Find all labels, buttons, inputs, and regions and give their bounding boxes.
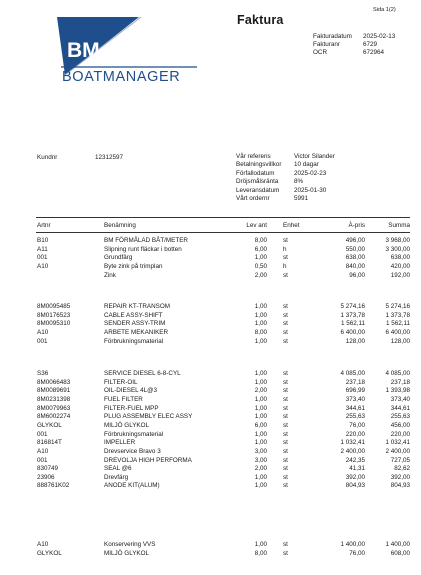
- cell-unit-price: 76,00: [349, 549, 365, 557]
- detail-row: [236, 153, 376, 161]
- meta-value: 6729: [363, 41, 378, 49]
- cell-quantity: 8,00: [254, 237, 267, 244]
- cell-unit: st: [283, 378, 288, 386]
- cell-description: SENDER ASSY-TRIM: [104, 320, 166, 328]
- cell-total: 255,63: [390, 413, 410, 421]
- cell-total: 1 393,98: [385, 387, 410, 395]
- cell-unit: st: [283, 473, 288, 481]
- cell-total: 392,00: [390, 473, 410, 481]
- cell-total: 192,00: [390, 271, 410, 279]
- cell-unit-price: 4 085,00: [340, 370, 365, 377]
- cell-artnr: 8M0089691: [37, 387, 71, 395]
- invoice-number-row: [313, 41, 413, 49]
- cell-description: ANODE KIT(ALUM): [104, 482, 160, 490]
- cell-unit: st: [283, 311, 288, 319]
- cell-description: BM FÖRMÅLAD BÅT/METER: [104, 237, 188, 244]
- cell-description: Byte zink på trimplan: [104, 262, 163, 270]
- cell-description: MILJÖ GLYKOL: [104, 549, 150, 557]
- cell-artnr: 23906: [37, 473, 55, 481]
- detail-value: Victor Silander: [294, 153, 335, 160]
- cell-unit-price: 1 400,00: [340, 541, 365, 548]
- detail-label: Vårt ordernr: [236, 194, 270, 202]
- cell-description: SERVICE DIESEL 6-8-CYL: [104, 370, 181, 377]
- cell-quantity: 2,00: [254, 271, 267, 279]
- cell-artnr: 8M0231398: [37, 395, 71, 403]
- cell-artnr: 830749: [37, 465, 59, 473]
- cell-description: Drevservice Bravo 3: [104, 447, 161, 455]
- detail-row: [236, 161, 376, 169]
- cell-artnr: 888761K02: [37, 482, 70, 490]
- cell-unit-price: 5 274,16: [340, 303, 365, 310]
- cell-unit-price: 1 373,78: [340, 311, 365, 319]
- cell-description: PLUG ASSEMBLY ELEC ASSY: [104, 413, 193, 421]
- detail-value: 2025-01-30: [294, 186, 327, 194]
- cell-unit-price: 128,00: [345, 337, 365, 345]
- cell-artnr: A11: [37, 245, 48, 253]
- cell-unit: h: [283, 262, 287, 270]
- meta-label: Fakturanr: [313, 41, 340, 49]
- cell-quantity: 2,00: [254, 387, 267, 395]
- cell-unit-price: 237,18: [345, 378, 365, 386]
- cell-quantity: 1,00: [254, 404, 267, 412]
- cell-unit: st: [283, 271, 288, 279]
- cell-unit-price: 550,00: [345, 245, 365, 253]
- cell-description: IMPELLER: [104, 439, 136, 447]
- cell-unit-price: 242,35: [345, 456, 365, 464]
- cell-quantity: 1,00: [254, 320, 267, 328]
- cell-unit-price: 220,00: [345, 430, 365, 438]
- cell-description: Slipning runt fläckar i botten: [104, 245, 182, 253]
- cell-unit-price: 696,99: [345, 387, 365, 395]
- cell-artnr: GLYKOL: [37, 421, 62, 429]
- cell-artnr: A10: [37, 262, 49, 270]
- cell-quantity: 0,50: [254, 262, 267, 270]
- cell-unit: st: [283, 549, 288, 557]
- cell-total: 1 373,78: [385, 311, 410, 319]
- cell-artnr: 8M6002274: [37, 413, 71, 421]
- cell-unit: st: [283, 303, 288, 310]
- svg-text:BOATMANAGER: BOATMANAGER: [62, 69, 181, 85]
- cell-total: 1 562,11: [385, 320, 410, 328]
- cell-unit: st: [283, 387, 288, 395]
- table-header-rule: [36, 232, 410, 233]
- cell-total: 344,61: [390, 404, 410, 412]
- cell-unit: st: [283, 254, 288, 262]
- cell-unit: st: [283, 465, 288, 473]
- cell-quantity: 1,00: [254, 303, 267, 310]
- cell-total: 3 300,00: [385, 245, 410, 253]
- cell-artnr: 8M0176523: [37, 311, 71, 319]
- cell-total: 220,00: [390, 430, 410, 438]
- cell-total: 456,00: [390, 421, 410, 429]
- cell-total: 373,40: [390, 395, 410, 403]
- cell-quantity: 1,00: [254, 473, 267, 481]
- cell-description: Zink: [104, 271, 116, 279]
- cell-artnr: 8M0095485: [37, 303, 71, 310]
- cell-unit: st: [283, 456, 288, 464]
- cell-unit: st: [283, 421, 288, 429]
- cell-unit: st: [283, 482, 288, 490]
- detail-value: 2025-02-23: [294, 169, 327, 177]
- cell-unit: st: [283, 370, 288, 377]
- cell-artnr: 8M0095310: [37, 320, 71, 328]
- column-header-unit-price: À-pris: [348, 222, 365, 229]
- cell-description: SEAL @6: [104, 465, 132, 473]
- cell-total: 6 400,00: [385, 328, 410, 336]
- cell-unit: st: [283, 320, 288, 328]
- cell-total: 5 274,16: [385, 303, 410, 310]
- detail-value: 10 dagar: [294, 161, 319, 169]
- cell-description: Konservering VVS: [104, 541, 156, 548]
- cell-description: ARBETE MEKANIKER: [104, 328, 169, 336]
- table-top-rule: [36, 217, 410, 218]
- detail-label: Dröjsmålsränta: [236, 178, 279, 186]
- cell-quantity: 1,00: [254, 541, 267, 548]
- detail-row: [236, 178, 376, 186]
- cell-total: 420,00: [390, 262, 410, 270]
- cell-unit-price: 840,00: [345, 262, 365, 270]
- svg-text:BM: BM: [67, 39, 100, 62]
- cell-description: DREVOLJA HIGH PERFORMA: [104, 456, 192, 464]
- cell-unit: st: [283, 430, 288, 438]
- cell-artnr: 816814T: [37, 439, 62, 447]
- cell-description: FILTER-FUEL MPP: [104, 404, 159, 412]
- cell-description: Förbrukningsmaterial: [104, 430, 164, 438]
- cell-total: 638,00: [390, 254, 410, 262]
- cell-description: Grundfärg: [104, 254, 133, 262]
- cell-quantity: 1,00: [254, 337, 267, 345]
- ocr-row: [313, 49, 413, 57]
- customer-number-label: Kundnr: [37, 154, 58, 161]
- detail-row: [236, 170, 376, 178]
- cell-quantity: 8,00: [254, 549, 267, 557]
- cell-description: OIL-DIESEL 4L@3: [104, 387, 158, 395]
- cell-total: 82,62: [394, 465, 410, 473]
- cell-artnr: A10: [37, 328, 49, 336]
- cell-quantity: 3,00: [254, 447, 267, 455]
- cell-unit-price: 96,00: [349, 271, 365, 279]
- cell-description: MILJÖ GLYKOL: [104, 421, 150, 429]
- cell-unit: st: [283, 395, 288, 403]
- cell-unit: st: [283, 404, 288, 412]
- detail-label: Leveransdatum: [236, 186, 280, 194]
- cell-quantity: 6,00: [254, 421, 267, 429]
- meta-label: Fakturadatum: [313, 33, 352, 40]
- cell-unit: st: [283, 328, 288, 336]
- invoice-title: Faktura: [237, 13, 284, 27]
- cell-total: 804,93: [390, 482, 410, 490]
- cell-artnr: 001: [37, 430, 48, 438]
- cell-description: FUEL FILTER: [104, 395, 143, 403]
- detail-row: [236, 187, 376, 195]
- detail-value: 8%: [294, 178, 304, 186]
- cell-unit-price: 1 032,41: [340, 439, 365, 447]
- cell-quantity: 1,00: [254, 254, 267, 262]
- cell-total: 727,05: [390, 456, 410, 464]
- cell-total: 128,00: [390, 337, 410, 345]
- column-header-unit: Enhet: [283, 222, 300, 229]
- cell-description: REPAIR KT-TRANSOM: [104, 303, 171, 310]
- cell-unit-price: 344,61: [345, 404, 365, 412]
- cell-description: Drevfärg: [104, 473, 129, 481]
- cell-unit-price: 373,40: [345, 395, 365, 403]
- invoice-date-row: [313, 33, 413, 41]
- cell-quantity: 1,00: [254, 370, 267, 377]
- cell-total: 3 968,00: [385, 237, 410, 244]
- cell-artnr: GLYKOL: [37, 549, 62, 557]
- cell-quantity: 8,00: [254, 328, 267, 336]
- cell-unit-price: 255,63: [345, 413, 365, 421]
- cell-description: FILTER-OIL: [104, 378, 138, 386]
- cell-artnr: 8M0079963: [37, 404, 71, 412]
- boatmanager-logo: [55, 15, 205, 87]
- column-header-description: Benämning: [104, 222, 136, 229]
- customer-number-value: 12312597: [95, 154, 124, 161]
- cell-quantity: 1,00: [254, 395, 267, 403]
- cell-artnr: A10: [37, 447, 49, 455]
- detail-label: Förfallodatum: [236, 169, 275, 177]
- cell-artnr: A10: [37, 541, 49, 548]
- cell-unit-price: 1 562,11: [340, 320, 365, 328]
- cell-quantity: 6,00: [254, 245, 267, 253]
- detail-value: 5991: [294, 194, 309, 202]
- cell-unit-price: 76,00: [349, 421, 365, 429]
- cell-quantity: 1,00: [254, 311, 267, 319]
- cell-artnr: 001: [37, 254, 48, 262]
- cell-unit: st: [283, 541, 288, 548]
- cell-description: CABLE ASSY-SHIFT: [104, 311, 163, 319]
- cell-total: 1 400,00: [385, 541, 410, 548]
- cell-quantity: 2,00: [254, 465, 267, 473]
- cell-total: 608,00: [390, 549, 410, 557]
- cell-artnr: 8M0066483: [37, 378, 71, 386]
- cell-total: 4 085,00: [385, 370, 410, 377]
- page-number: Sida 1(2): [373, 7, 396, 13]
- invoice-meta: [313, 33, 413, 58]
- cell-unit: st: [283, 439, 288, 447]
- meta-value: 672964: [363, 49, 385, 57]
- cell-unit: st: [283, 237, 288, 244]
- cell-unit-price: 41,31: [349, 465, 365, 473]
- meta-label: OCR: [313, 49, 327, 57]
- column-header-quantity: Lev ant: [246, 222, 267, 229]
- cell-unit: st: [283, 447, 288, 455]
- cell-unit: st: [283, 413, 288, 421]
- cell-quantity: 3,00: [254, 456, 267, 464]
- cell-quantity: 1,00: [254, 430, 267, 438]
- cell-artnr: 001: [37, 456, 48, 464]
- cell-artnr: S36: [37, 370, 49, 377]
- cell-artnr: B10: [37, 237, 49, 244]
- cell-total: 237,18: [390, 378, 410, 386]
- cell-quantity: 1,00: [254, 378, 267, 386]
- cell-quantity: 1,00: [254, 439, 267, 447]
- invoice-details: [236, 153, 376, 203]
- meta-value: 2025-02-13: [363, 33, 396, 40]
- detail-row: [236, 195, 376, 203]
- cell-unit-price: 804,93: [345, 482, 365, 490]
- cell-unit: st: [283, 337, 288, 345]
- cell-description: Förbrukningsmaterial: [104, 337, 164, 345]
- detail-label: Vår referens: [236, 153, 271, 160]
- cell-unit-price: 638,00: [345, 254, 365, 262]
- column-header-total: Summa: [388, 222, 410, 229]
- cell-quantity: 1,00: [254, 482, 267, 490]
- cell-quantity: 1,00: [254, 413, 267, 421]
- cell-unit-price: 6 400,00: [340, 328, 365, 336]
- detail-label: Betalningsvillkor: [236, 161, 282, 169]
- column-header-artnr: Artnr: [37, 222, 51, 229]
- cell-unit: h: [283, 245, 287, 253]
- cell-total: 2 400,00: [385, 447, 410, 455]
- cell-unit-price: 496,00: [345, 237, 365, 244]
- cell-artnr: 001: [37, 337, 48, 345]
- cell-unit-price: 392,00: [345, 473, 365, 481]
- cell-unit-price: 2 400,00: [340, 447, 365, 455]
- cell-total: 1 032,41: [385, 439, 410, 447]
